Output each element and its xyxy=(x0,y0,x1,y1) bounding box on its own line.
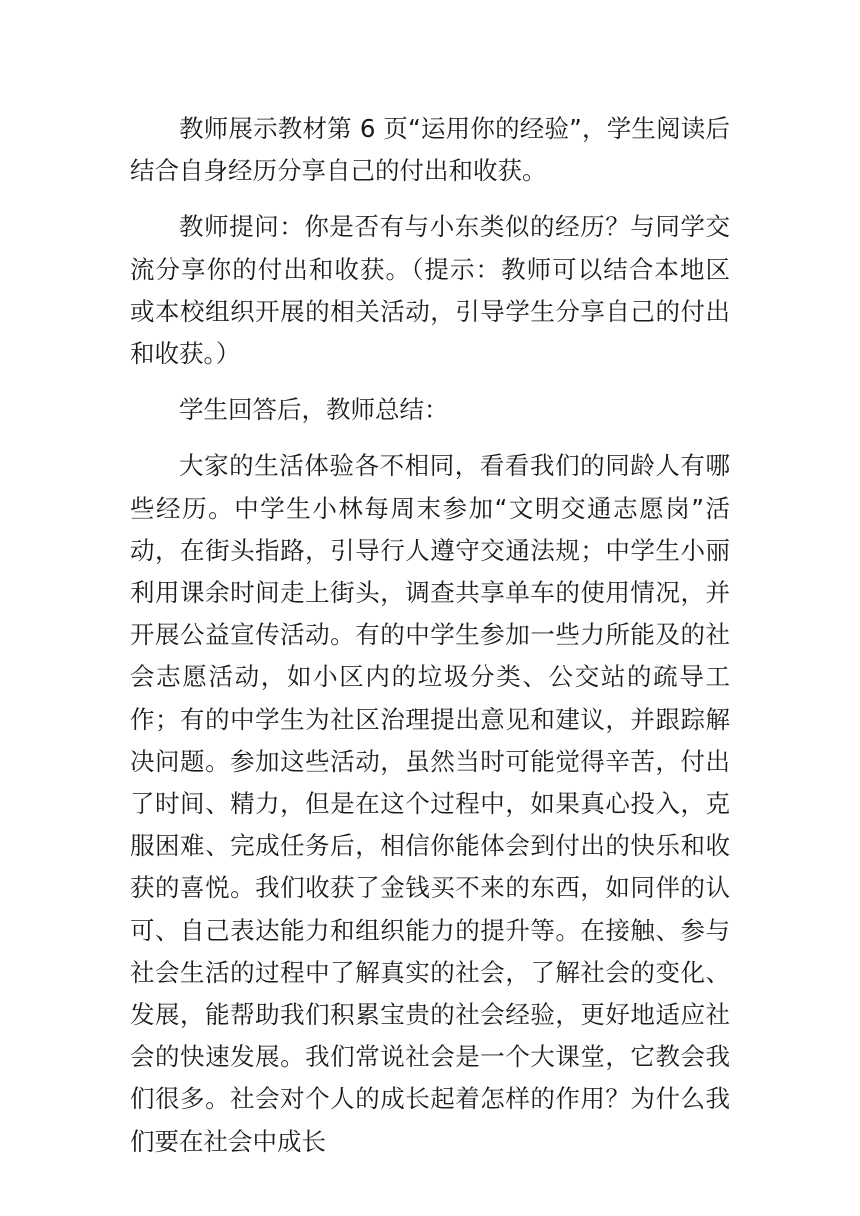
paragraph-summary-body: 大家的生活体验各不相同，看看我们的同龄人有哪些经历。中学生小林每周末参加“文明交通志愿岗”活动，在街头指路，引导行人遵守交通法规；中学生小丽利用课余时间走上街头，调查共享单车的使用情况，并开展公益宣传活动。有的中学生参加一些力所能及的社会志愿活动，如小区内的垃圾分类、公交站的疏导工作；有的中学生为社区治理提出意见和建议，并跟踪解决问题。参加这些活动，虽然当时可能觉得辛苦，付出了时间、精力，但是在这个过程中，如果真心投入，克服困难、完成任务后，相信你能体会到付出的快乐和收获的喜悦。我们收获了金钱买不来的东西，如同伴的认可、自己表达能力和组织能力的提升等。在接触、参与社会生活的过程中了解真实的社会，了解社会的变化、发展，能帮助我们积累宝贵的社会经验，更好地适应社会的快速发展。我们常说社会是一个大课堂，它教会我们很多。社会对个人的成长起着怎样的作用？为什么我们要在社会中成长 xyxy=(130,451,730,1156)
paragraph-teacher-summary-lead: 学生回答后，教师总结： xyxy=(179,395,449,425)
document-page xyxy=(130,108,730,1177)
paragraph-intro: 教师展示教材第 6 页“运用你的经验”，学生阅读后结合自身经历分享自己的付出和收获。 xyxy=(130,114,730,186)
paragraph-teacher-question: 教师提问：你是否有与小东类似的经历？与同学交流分享你的付出和收获。（提示：教师可以结合本地区或本校组织开展的相关活动，引导学生分享自己的付出和收获。） xyxy=(130,212,730,369)
